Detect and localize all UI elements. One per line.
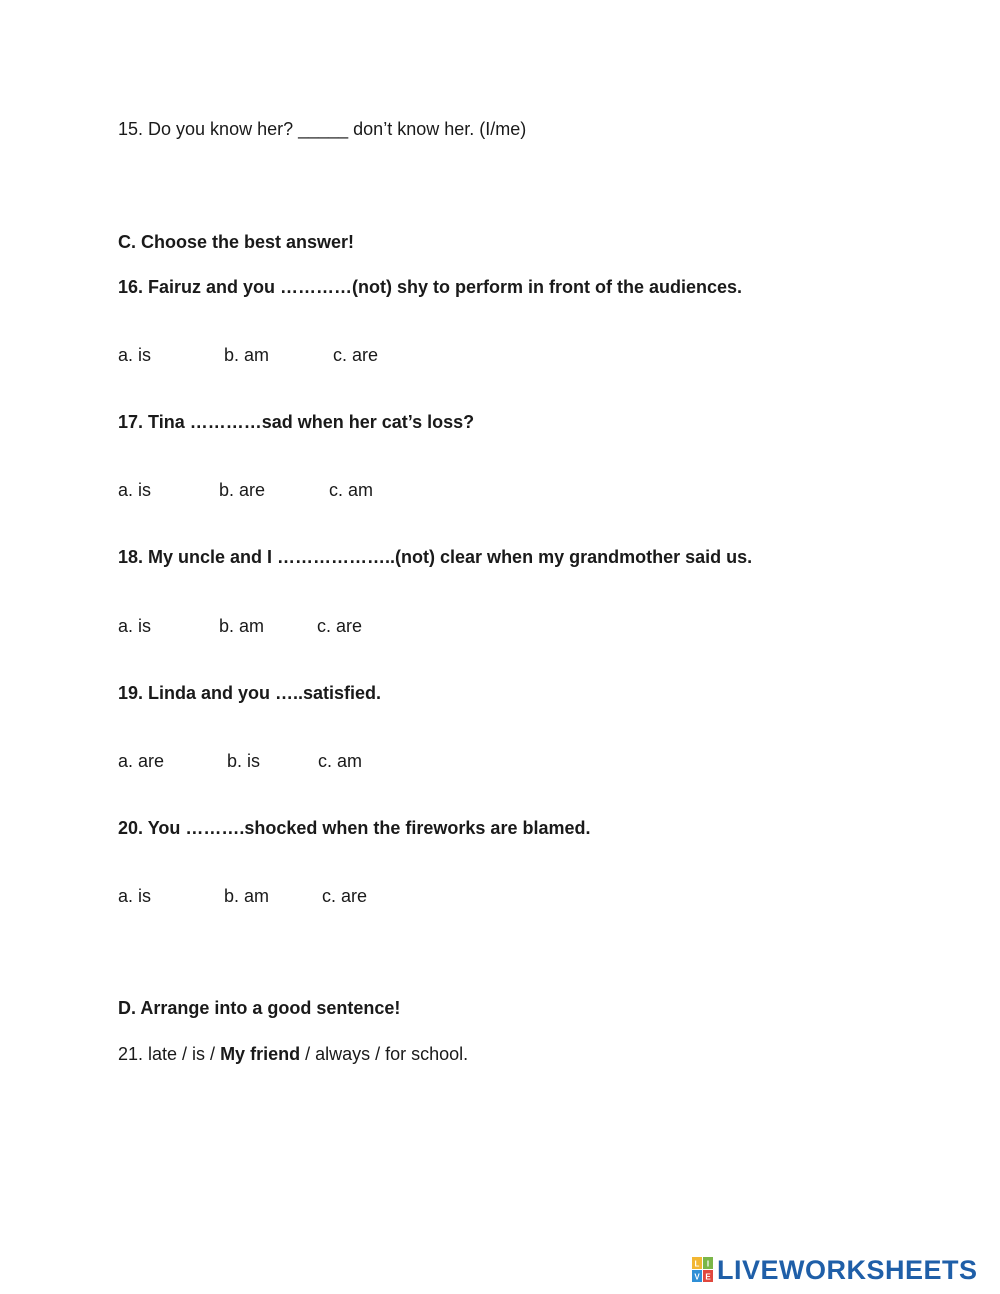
logo-letter-4: E <box>705 1272 711 1282</box>
q17-option-c: c. am <box>329 480 374 500</box>
q16-option-a: a. is <box>118 345 152 365</box>
question-17: 17. Tina …………sad when her cat’s loss? <box>118 412 475 432</box>
q16-option-c: c. are <box>333 345 379 365</box>
q18-option-b: b. am <box>219 616 265 636</box>
q20-option-b: b. am <box>224 886 270 906</box>
q19-option-b: b. is <box>227 751 261 771</box>
q19-option-c: c. am <box>318 751 363 771</box>
q19-option-a: a. are <box>118 751 165 771</box>
q18-option-c: c. are <box>317 616 363 636</box>
q21-bold-phrase: My friend <box>220 1044 301 1064</box>
liveworksheets-logo-text: LIVEWORKSHEETS <box>717 1254 978 1285</box>
question-20: 20. You ……….shocked when the fireworks are blamed. <box>118 818 591 838</box>
logo-letter-2: I <box>706 1259 710 1269</box>
liveworksheets-logo <box>692 1255 978 1285</box>
question-15: 15. Do you know her? _____ don’t know her. (I/me) <box>118 119 527 139</box>
section-c-heading: C. Choose the best answer! <box>118 232 355 252</box>
question-18: 18. My uncle and I ………………..(not) clear when my grandmother said us. <box>118 547 753 567</box>
q20-option-a: a. is <box>118 886 152 906</box>
liveworksheets-logo-icon <box>692 1257 714 1283</box>
q17-option-a: a. is <box>118 480 152 500</box>
logo-letter-1: L <box>694 1259 700 1269</box>
question-21 <box>118 1043 468 1065</box>
q20-option-c: c. are <box>322 886 368 906</box>
question-16: 16. Fairuz and you …………(not) shy to perform in front of the audiences. <box>118 277 743 297</box>
section-d-heading: D. Arrange into a good sentence! <box>118 998 401 1018</box>
question-19: 19. Linda and you …..satisfied. <box>118 683 382 703</box>
q21-prefix: 21. late / is / <box>118 1044 221 1064</box>
q21-suffix: / always / for school. <box>300 1044 469 1064</box>
q18-option-a: a. is <box>118 616 152 636</box>
q16-option-b: b. am <box>224 345 270 365</box>
logo-letter-3: V <box>694 1272 700 1282</box>
q17-option-b: b. are <box>219 480 266 500</box>
